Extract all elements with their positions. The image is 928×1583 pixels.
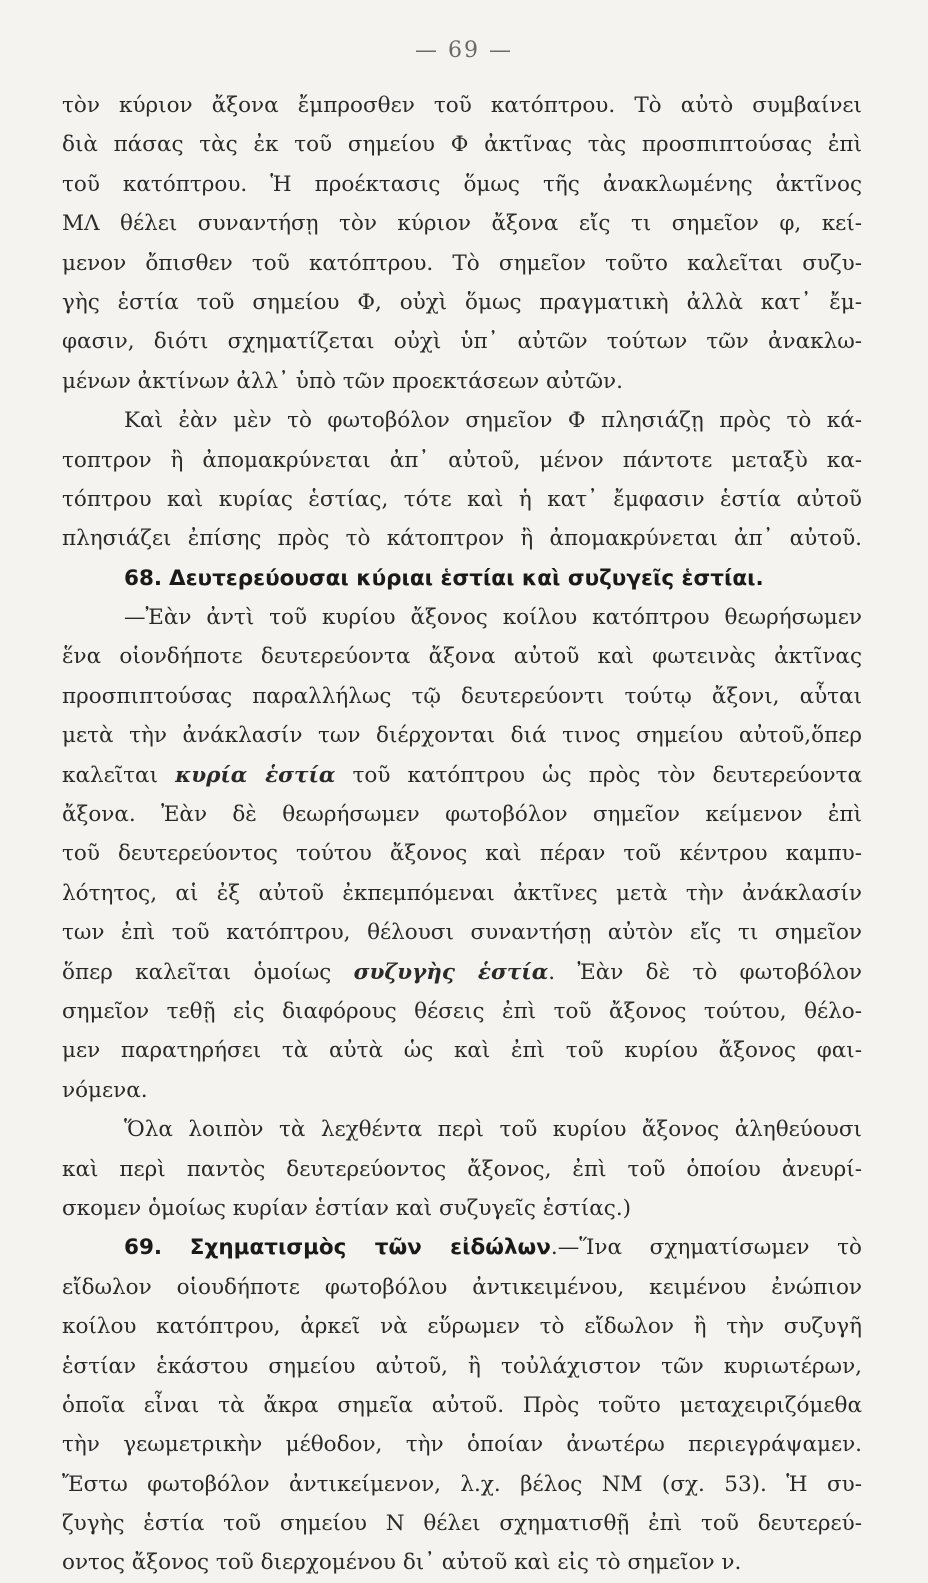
text-line: Ὅλα λοιπὸν τὰ λεχθέντα περὶ τοῦ κυρίου ἄξονος ἀληθεύουσι (124, 1117, 862, 1143)
text-line: ΜΛ θέλει συναντήσῃ τὸν κύριον ἄξονα εἴς τι σημεῖον φ, κεί- (62, 211, 862, 237)
text-line: ζυγὴς ἑστία τοῦ σημείου Ν θέλει σχηματισθῇ ἐπὶ τοῦ δευτερεύ- (62, 1511, 862, 1537)
text-line: οντος ἄξονος τοῦ διερχομένου δι᾽ αὐτοῦ καὶ εἰς τὸ σημεῖον ν. (62, 1550, 742, 1576)
emphasized-term: κυρία ἑστία (175, 762, 336, 788)
text-line: τὸν κύριον ἄξονα ἔμπροσθεν τοῦ κατόπτρου. Τὸ αὐτὸ συμβαίνει (62, 93, 862, 118)
text-line: ἑστίαν ἑκάστου σημείου αὐτοῦ, ἢ τοὐλάχιστον τῶν κυριωτέρων, (62, 1353, 862, 1379)
section-title: Δευτερεύουσαι κύριαι ἑστίαι καὶ συζυγεῖς ἑστίαι. (168, 565, 764, 591)
text-line: τοῦ δευτερεύοντος τούτου ἄξονος καὶ πέραν τοῦ κέντρου καμπυ- (62, 841, 862, 867)
text-line: μετὰ τὴν ἀνάκλασίν των διέρχονται διά τινος σημείου αὐτοῦ,ὅπερ (62, 723, 862, 749)
page-number: — 69 — (415, 38, 513, 63)
text-line: μενον ὄπισθεν τοῦ κατόπτρου. Τὸ σημεῖον τοῦτο καλεῖται συζυ- (62, 250, 862, 276)
emphasized-term: συζυγὴς ἑστία (353, 959, 549, 985)
body-text (62, 86, 862, 1583)
text-line: μεν παρατηρήσει τὰ αὐτὰ ὡς καὶ ἐπὶ τοῦ κυρίου ἄξονος φαι- (62, 1038, 862, 1064)
section-heading-69 (62, 1228, 862, 1267)
text-line: εἴδωλον οἱουδήποτε φωτοβόλου ἀντικειμένου, κειμένου ἐνώπιον (62, 1274, 862, 1300)
text-fragment: .—Ἵνα σχηματίσωμεν τὸ (550, 1235, 862, 1261)
section-number: 69. (124, 1235, 163, 1261)
text-line: τόπτρου καὶ κυρίας ἑστίας, τότε καὶ ἡ κατ᾽ ἔμφασιν ἑστία αὐτοῦ (62, 486, 862, 512)
text-line: λότητος, αἱ ἐξ αὐτοῦ ἐκπεμπόμεναι ἀκτῖνες μετὰ τὴν ἀνάκλασίν (62, 880, 862, 906)
text-line: πλησιάζει ἐπίσης πρὸς τὸ κάτοπτρον ἢ ἀπομακρύνεται ἀπ᾽ αὐτοῦ. (62, 526, 862, 552)
text-line: καὶ περὶ παντὸς δευτερεύοντος ἄξονος, ἐπὶ τοῦ ὁποίου ἀνευρί- (62, 1156, 862, 1182)
text-fragment: τοῦ κατόπτρου ὡς πρὸς τὸν δευτερεύοντα (335, 762, 862, 788)
text-line: τοπτρον ἢ ἀπομακρύνεται ἀπ᾽ αὐτοῦ, μένον πάντοτε μεταξὺ κα- (62, 447, 862, 473)
text-fragment: καλεῖται (62, 762, 176, 788)
text-line: —Ἐὰν ἀντὶ τοῦ κυρίου ἄξονος κοίλου κατόπτρου θεωρήσωμεν (124, 605, 862, 631)
text-line: ὁποῖα εἶναι τὰ ἄκρα σημεῖα αὐτοῦ. Πρὸς τοῦτο μεταχειριζόμεθα (62, 1392, 862, 1418)
text-line: Ἔστω φωτοβόλον ἀντικείμενον, λ.χ. βέλος ΝΜ (σχ. 53). Ἡ συ- (62, 1471, 862, 1497)
text-line: ἄξονα. Ἐὰν δὲ θεωρήσωμεν φωτοβόλον σημεῖον κείμενον ἐπὶ (62, 802, 862, 828)
section-heading-68 (62, 559, 862, 598)
text-line: μένων ἀκτίνων ἀλλ᾽ ὑπὸ τῶν προεκτάσεων αὐτῶν. (62, 368, 623, 394)
text-line: σημεῖον τεθῇ εἰς διαφόρους θέσεις ἐπὶ τοῦ ἄξονος τούτου, θέλο- (62, 998, 862, 1024)
text-line: σκομεν ὁμοίως κυρίαν ἑστίαν καὶ συζυγεῖς ἑστίας.) (62, 1195, 632, 1221)
section-number: 68. (124, 565, 163, 591)
text-line: τοῦ κατόπτρου. Ἡ προέκτασις ὅμως τῆς ἀνακλωμένης ἀκτῖνος (62, 171, 862, 197)
text-fragment: ὅπερ καλεῖται ὁμοίως (62, 959, 354, 985)
text-line: νόμενα. (62, 1077, 148, 1103)
text-line: ἕνα οἱονδήποτε δευτερεύοντα ἄξονα αὐτοῦ καὶ φωτεινὰς ἀκτῖνας (62, 644, 862, 670)
text-line: των ἐπὶ τοῦ κατόπτρου, θέλουσι συναντήσῃ αὐτὸν εἴς τι σημεῖον (62, 920, 862, 946)
text-line: γὴς ἑστία τοῦ σημείου Φ, οὐχὶ ὅμως πραγματικὴ ἀλλὰ κατ᾽ ἔμ- (62, 289, 862, 315)
text-fragment: . Ἐὰν δὲ τὸ φωτοβόλον (548, 959, 862, 985)
text-line-emphasis (62, 756, 862, 795)
text-line: κοίλου κατόπτρου, ἀρκεῖ νὰ εὕρωμεν τὸ εἴδωλον ἢ τὴν συζυγῆ (62, 1314, 862, 1340)
section-title: Σχηματισμὸς τῶν εἰδώλων (189, 1235, 551, 1261)
text-line: Καὶ ἐὰν μὲν τὸ φωτοβόλον σημεῖον Φ πλησιάζῃ πρὸς τὸ κά- (124, 408, 862, 434)
text-line: τὴν γεωμετρικὴν μέθοδον, τὴν ὁποίαν ἀνωτέρω περιεγράψαμεν. (62, 1432, 862, 1458)
text-line: προσπιπτούσας παραλλήλως τῷ δευτερεύοντι τούτῳ ἄξονι, αὗται (62, 683, 862, 709)
text-line: φασιν, διότι σχηματίζεται οὐχὶ ὑπ᾽ αὐτῶν τούτων τῶν ἀνακλω- (62, 329, 862, 355)
text-line: διὰ πάσας τὰς ἐκ τοῦ σημείου Φ ἀκτῖνας τὰς προσπιπτούσας ἐπὶ (62, 132, 862, 158)
text-line-emphasis (62, 953, 862, 992)
